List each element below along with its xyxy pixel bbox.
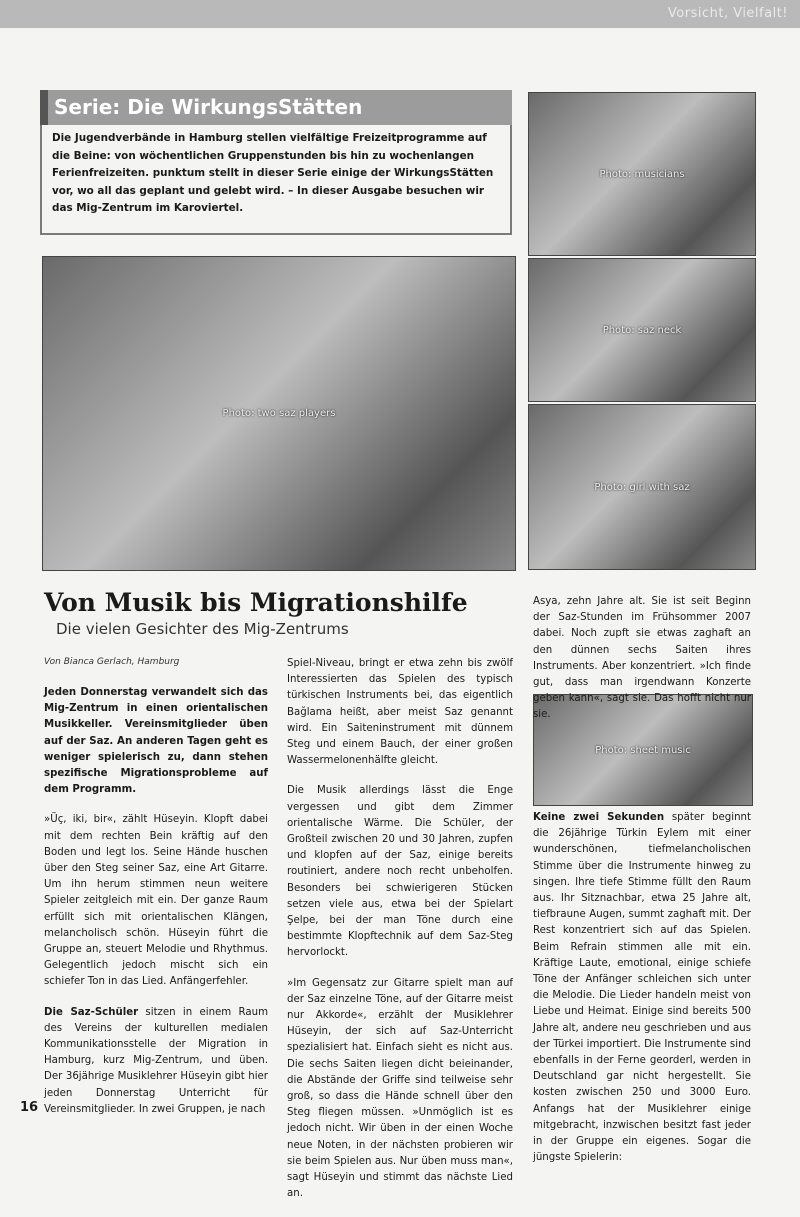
paragraph: »Im Gegensatz zur Gitarre spielt man auf der Saz einzelne Töne, auf der Gitarre meist nur Akkorde«, erzählt der Musiklehrer Hüseyin, der sich auf Saz-Unterricht spezialisiert hat. Einfach sieht es nicht aus. Die sechs Saiten liegen dicht beieinander, die Abstände der Griffe sind teilweise sehr groß, so dass die Hände schnell über den Steg fliegen müssen. »Unmöglich ist es jedoch nicht. Wir üben in der einen Woche neue Noten, in der nächsten probieren wir sie beim Spielen aus. Nur üben muss man«, sagt Hüseyin und stimmt das nächste Lied an. [287, 977, 513, 1200]
photo-top-right: Photo: musicians [528, 92, 756, 256]
photo-main: Photo: two saz players [42, 256, 516, 571]
page-number: 16 [20, 1100, 39, 1115]
header-band [0, 0, 800, 28]
column-3-top [533, 594, 751, 738]
serie-text: Die Jugendverbände in Hamburg stellen vielfältige Freizeitprogramme auf die Beine: von wöchentlichen Gruppenstunden bis hin zu wochenlangen Ferienfreizeiten. punktum stellt in dieser Serie einige der WirkungsStätten vor, wo all das geplant und gelebt wird. – In dieser Ausgabe besuchen wir das Mig-Zentrum im Karoviertel. [40, 125, 512, 235]
column-2 [287, 656, 513, 1217]
photo-mid-right: Photo: saz neck [528, 258, 756, 402]
photo-girl: Photo: girl with saz [528, 404, 756, 570]
serie-title: Serie: Die WirkungsStätten [40, 90, 512, 125]
column-3-bottom [533, 810, 751, 1180]
paragraph: Die Musik allerdings lässt die Enge vergessen und gibt dem Zimmer orientalische Wärme. Die Schüler, der Großteil zwischen 20 und 30 Jahren, zupfen und klopfen auf der Saz, einige bereits routiniert, andere noch recht unbeholfen. Besonders bei schwierigeren Stücken setzen viele aus, etwa bei der Spielart Şelpe, bei der man Töne durch eine bestimmte Klopftechnik auf dem Saz-Steg hervorlockt. [287, 785, 513, 959]
run-in-heading: Die Saz-Schüler [44, 1006, 139, 1018]
column-1 [44, 685, 268, 1132]
paragraph-text: später beginnt die 26jährige Türkin Eylem mit einer wunderschönen, tiefmelancholischen Stimme über die Instrumente hinweg zu singen. Ihre tiefe Stimme füllt den Raum aus. Ihr Sitznachbar, etwa 25 Jahre alt, tiefbraune Augen, summt zaghaft mit. Der Rest konzentriert sich auf das Spielen. Beim Refrain stimmen alle mit ein. Kräftige Laute, emotional, einige schiefe Töne der Anfänger schleichen sich unter die Melodie. Die Lieder handeln meist von Liebe und Heimat. Einige sind bereits 500 Jahre alt, andere neu geschrieben und aus der Türkei importiert. Die Instrumente sind ebenfalls in der Ferne georderl, werden in Deutschland gar nicht hergestellt. Sie kosten zwischen 250 und 3000 Euro. Anfangs hat der Musiklehrer einige mitgebracht, inzwischen besitzt fast jeder in der Gruppe ein eigenes. Sogar die jüngste Spielerin: [533, 812, 751, 1164]
paragraph [44, 1005, 268, 1118]
lead-paragraph: Jeden Donnerstag verwandelt sich das Mig-Zentrum in einen orientalischen Musikkeller. Vereinsmitglieder üben auf der Saz. An anderen Tagen geht es weniger spielerisch zu, dann stehen spezifische Migrationsprobleme auf dem Programm. [44, 687, 268, 796]
paragraph-text: sitzen in einem Raum des Vereins der kulturellen medialen Kommunikationsstelle der Migration in Hamburg, kurz Mig-Zentrum, und üben. Der 36jährige Musiklehrer Hüseyin gibt hier jeden Donnerstag Unterricht für Vereinsmitglieder. In zwei Gruppen, je nach [44, 1006, 268, 1115]
paragraph: »Üç, iki, bir«, zählt Hüseyin. Klopft dabei mit dem rechten Bein kräftig auf den Boden und legt los. Seine Hände huschen über den Steg seiner Saz, eine Art Gitarre. Um ihn herum stimmen neun weitere Spieler zeitgleich mit ein. Der ganze Raum erfüllt sich mit orientalischen Klängen, melancholisch schön. Hüseyin führt die Gruppe an, steuert Melodie und Rhythmus. Gelegentlich jedoch mischt sich ein schiefer Ton in das Lied. Anfängerfehler. [44, 814, 268, 988]
article-subtitle: Die vielen Gesichter des Mig-Zentrums [56, 620, 349, 638]
article-author: Von Bianca Gerlach, Hamburg [44, 657, 180, 667]
paragraph: Spiel-Niveau, bringt er etwa zehn bis zwölf Interessierten das Spielen des typisch türkischen Instruments bei, das eigentlich Bağlama heißt, aber meist Saz genannt wird. Ein Saiteninstrument mit dünnem Steg und einem Bauch, der einer großen Wassermelonenhälfte gleicht. [287, 658, 513, 767]
paragraph [533, 810, 751, 1166]
paragraph: Asya, zehn Jahre alt. Sie ist seit Beginn der Saz-Stunden im Frühsommer 2007 dabei. Noch zupft sie etwas zaghaft an den dünnen sechs Saiten ihres Instruments. Aber konzentriert. »Ich finde gut, dass man irgendwann Konzerte geben kann«, sagt sie. Das hofft nicht nur sie. [533, 596, 751, 721]
run-in-heading: Keine zwei Sekunden [533, 812, 665, 823]
header-tag: Vorsicht, Vielfalt! [667, 6, 788, 21]
photo-small: Photo: sheet music [533, 694, 753, 806]
article-title: Von Musik bis Migrationshilfe [44, 588, 468, 617]
serie-box [40, 90, 512, 232]
